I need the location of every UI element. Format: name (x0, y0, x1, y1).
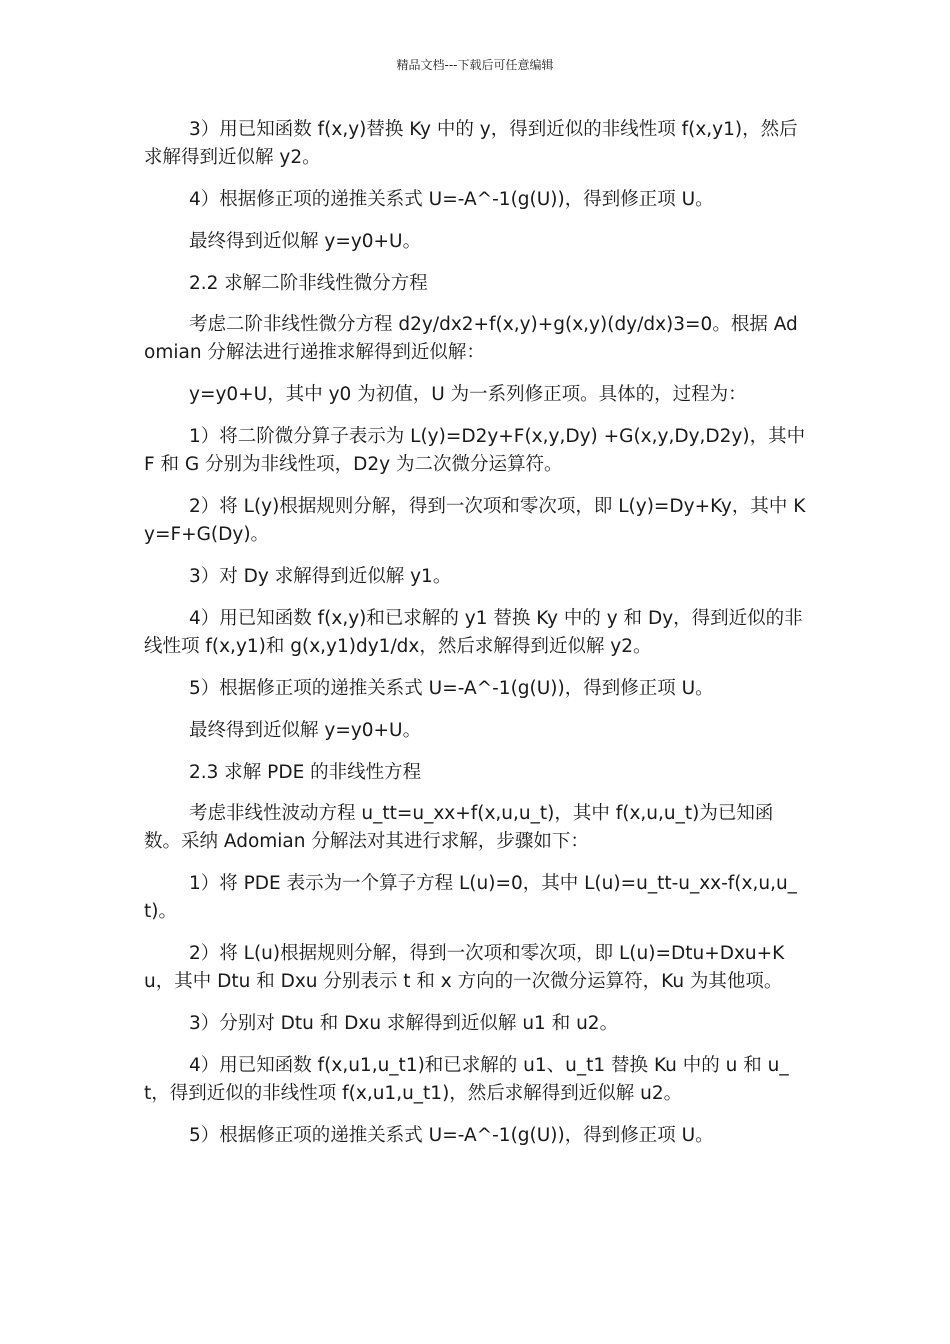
paragraph-pde-step-4: 4）用已知函数 f(x,u1,u_t1)和已求解的 u1、u_t1 替换 Ku 中的 u 和 u_t，得到近似的非线性项 f(x,u1,u_t1)，然后求解得到近似解 u2。 (144, 1055, 789, 1104)
section-heading-2-3: 2.3 求解 PDE 的非线性方程 (189, 762, 422, 783)
page-header-watermark: 精品文档---下载后可任意编辑 (396, 58, 554, 72)
paragraph-pde-step-5: 5）根据修正项的递推关系式 U=-A^-1(g(U))，得到修正项 U。 (189, 1125, 714, 1146)
paragraph-pde-step-1: 1）将 PDE 表示为一个算子方程 L(u)=0，其中 L(u)=u_tt-u_xx-f(x,u,u_t)。 (144, 873, 797, 922)
paragraph-step-3-replace: 3）用已知函数 f(x,y)替换 Ky 中的 y，得到近似的非线性项 f(x,y1)，然后求解得到近似解 y2。 (144, 119, 798, 168)
paragraph-step-3-solve-dy: 3）对 Dy 求解得到近似解 y1。 (189, 566, 452, 587)
document-body (144, 116, 808, 1164)
paragraph-step-4-correction: 4）根据修正项的递推关系式 U=-A^-1(g(U))，得到修正项 U。 (189, 189, 714, 210)
paragraph-solution-form: y=y0+U，其中 y0 为初值，U 为一系列修正项。具体的，过程为： (189, 384, 747, 405)
paragraph-final-solution-2: 最终得到近似解 y=y0+U。 (189, 720, 422, 741)
paragraph-step-1-operator: 1）将二阶微分算子表示为 L(y)=D2y+F(x,y,Dy) +G(x,y,Dy,D2y)，其中 F 和 G 分别为非线性项，D2y 为二次微分运算符。 (144, 426, 806, 475)
paragraph-step-2-decompose: 2）将 L(y)根据规则分解，得到一次项和零次项，即 L(y)=Dy+Ky，其中 Ky=F+G(Dy)。 (144, 496, 806, 545)
paragraph-step-5-correction: 5）根据修正项的递推关系式 U=-A^-1(g(U))，得到修正项 U。 (189, 678, 714, 699)
paragraph-second-order-intro: 考虑二阶非线性微分方程 d2y/dx2+f(x,y)+g(x,y)(dy/dx)3=0。根据 Adomian 分解法进行递推求解得到近似解： (144, 314, 798, 363)
paragraph-step-4-replace: 4）用已知函数 f(x,y)和已求解的 y1 替换 Ky 中的 y 和 Dy，得到近似的非线性项 f(x,y1)和 g(x,y1)dy1/dx，然后求解得到近似解 y2。 (144, 608, 803, 657)
paragraph-pde-intro: 考虑非线性波动方程 u_tt=u_xx+f(x,u,u_t)，其中 f(x,u,u_t)为已知函数。采纳 Adomian 分解法对其进行求解，步骤如下： (144, 803, 774, 852)
paragraph-final-solution: 最终得到近似解 y=y0+U。 (189, 231, 422, 252)
paragraph-pde-step-3: 3）分别对 Dtu 和 Dxu 求解得到近似解 u1 和 u2。 (189, 1013, 619, 1034)
paragraph-pde-step-2: 2）将 L(u)根据规则分解，得到一次项和零次项，即 L(u)=Dtu+Dxu+Ku，其中 Dtu 和 Dxu 分别表示 t 和 x 方向的一次微分运算符，Ku 为其他项。 (144, 943, 785, 992)
section-heading-2-2: 2.2 求解二阶非线性微分方程 (189, 273, 428, 294)
